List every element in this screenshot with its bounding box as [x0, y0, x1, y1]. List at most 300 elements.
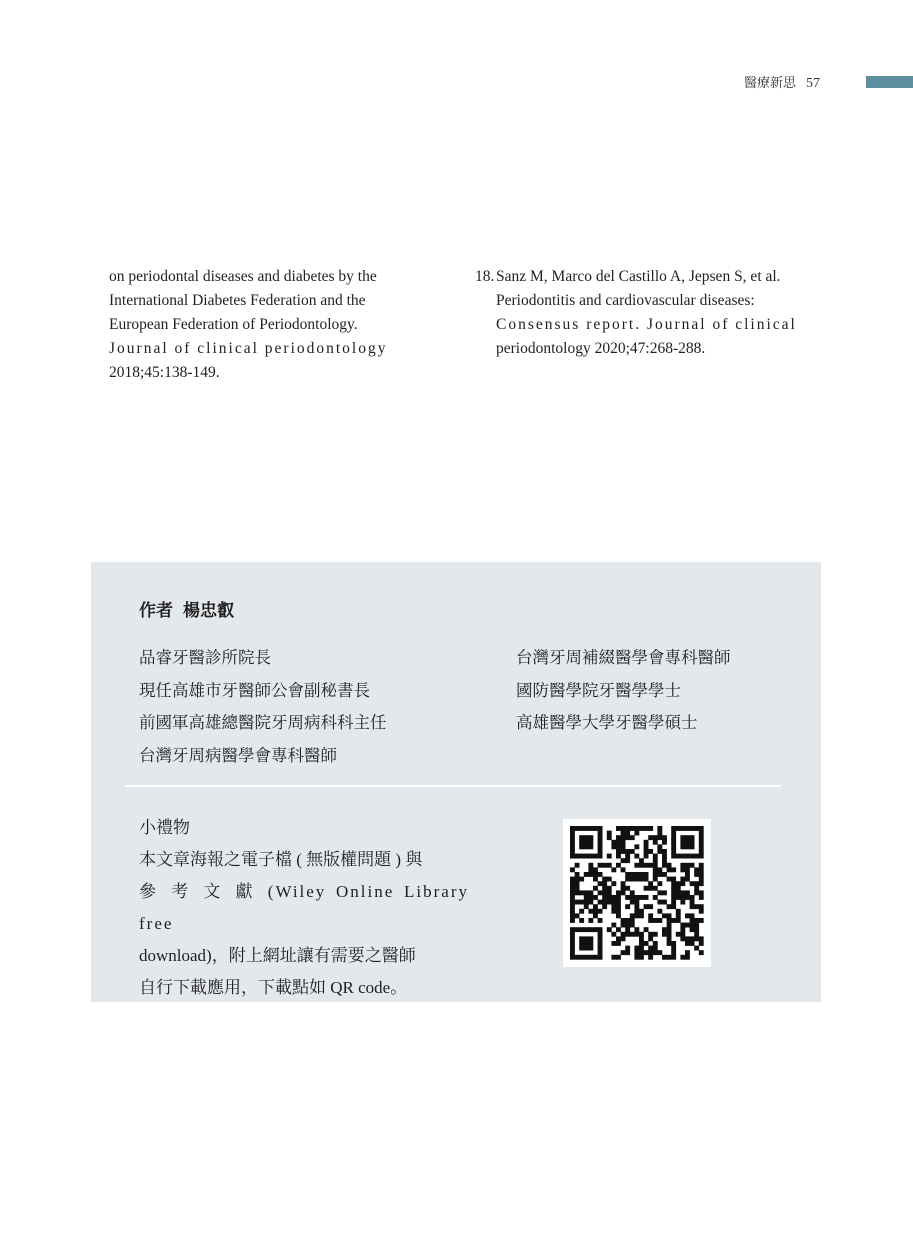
qr-module — [662, 927, 667, 932]
qr-module — [667, 936, 672, 941]
qr-module — [685, 923, 690, 928]
qr-module — [579, 936, 584, 941]
qr-module — [630, 849, 635, 854]
qr-module — [680, 863, 685, 868]
qr-module — [575, 872, 580, 877]
qr-module — [667, 877, 672, 882]
qr-module — [602, 904, 607, 909]
qr-module — [680, 955, 685, 960]
qr-module — [657, 844, 662, 849]
qr-module — [699, 941, 704, 946]
qr-module — [644, 840, 649, 845]
qr-module — [602, 886, 607, 891]
qr-module — [588, 890, 593, 895]
qr-module — [667, 927, 672, 932]
qr-module — [694, 881, 699, 886]
qr-module — [575, 826, 580, 831]
qr-module — [685, 895, 690, 900]
qr-module — [570, 835, 575, 840]
qr-module — [570, 886, 575, 891]
qr-module — [621, 867, 626, 872]
qr-module — [699, 854, 704, 859]
qr-module — [607, 886, 612, 891]
qr-module — [662, 932, 667, 937]
qr-module — [621, 826, 626, 831]
qr-module — [598, 831, 603, 836]
qr-module — [648, 904, 653, 909]
credentials-left — [139, 642, 387, 772]
qr-module — [602, 877, 607, 882]
qr-module — [667, 923, 672, 928]
qr-module — [694, 872, 699, 877]
qr-module — [598, 950, 603, 955]
qr-module — [690, 900, 695, 905]
qr-module — [616, 900, 621, 905]
qr-module — [690, 854, 695, 859]
gift-section — [139, 812, 469, 1004]
qr-module — [570, 826, 575, 831]
qr-module — [625, 831, 630, 836]
qr-module — [634, 904, 639, 909]
qr-module — [685, 955, 690, 960]
qr-module — [676, 890, 681, 895]
qr-module — [588, 867, 593, 872]
qr-module — [676, 895, 681, 900]
qr-module — [671, 918, 676, 923]
qr-module — [602, 863, 607, 868]
qr-module — [570, 900, 575, 905]
qr-module — [598, 863, 603, 868]
qr-module — [690, 904, 695, 909]
qr-module — [662, 858, 667, 863]
qr-module — [630, 923, 635, 928]
qr-module — [699, 909, 704, 914]
credential-item: 台灣牙周病醫學會專科醫師 — [139, 745, 337, 765]
qr-module — [671, 886, 676, 891]
qr-module — [690, 923, 695, 928]
qr-module — [680, 890, 685, 895]
qr-module — [676, 854, 681, 859]
reference-line: Sanz M, Marco del Castillo A, Jepsen S, et al. — [496, 268, 781, 285]
qr-module — [588, 927, 593, 932]
qr-module — [593, 872, 598, 877]
qr-module — [570, 932, 575, 937]
qr-module — [607, 900, 612, 905]
qr-module — [611, 840, 616, 845]
qr-module — [634, 932, 639, 937]
qr-module — [676, 826, 681, 831]
qr-module — [575, 881, 580, 886]
qr-module — [588, 941, 593, 946]
qr-module — [671, 895, 676, 900]
qr-module — [694, 927, 699, 932]
qr-module — [625, 849, 630, 854]
qr-module — [616, 840, 621, 845]
qr-module — [648, 913, 653, 918]
qr-module — [685, 877, 690, 882]
qr-module — [667, 918, 672, 923]
qr-module — [685, 826, 690, 831]
qr-module — [588, 854, 593, 859]
qr-module — [667, 867, 672, 872]
qr-module — [621, 886, 626, 891]
qr-module — [598, 849, 603, 854]
credential-item: 現任高雄市牙醫師公會副秘書長 — [139, 680, 370, 700]
qr-module — [699, 950, 704, 955]
credential-item: 前國軍高雄總醫院牙周病科科主任 — [139, 713, 387, 732]
qr-module — [621, 932, 626, 937]
reference-line: on periodontal diseases and diabetes by the — [109, 268, 377, 285]
qr-module — [570, 849, 575, 854]
qr-module — [625, 923, 630, 928]
qr-module — [598, 844, 603, 849]
gift-line: download)，附上網址讓有需要之醫師 — [139, 946, 416, 965]
qr-module — [570, 927, 575, 932]
qr-module — [616, 890, 621, 895]
qr-module — [639, 863, 644, 868]
qr-module — [694, 932, 699, 937]
qr-module — [634, 877, 639, 882]
qr-module — [685, 844, 690, 849]
qr-module — [602, 900, 607, 905]
qr-module — [630, 895, 635, 900]
qr-module — [690, 840, 695, 845]
qr-module — [584, 900, 589, 905]
qr-module — [579, 918, 584, 923]
qr-module — [579, 835, 584, 840]
qr-module — [588, 918, 593, 923]
qr-module — [657, 890, 662, 895]
qr-module — [699, 831, 704, 836]
qr-module — [667, 941, 672, 946]
reference-line: Journal of clinical periodontology — [109, 340, 388, 357]
qr-module — [625, 858, 630, 863]
qr-module — [598, 918, 603, 923]
qr-module — [625, 835, 630, 840]
qr-module — [584, 946, 589, 951]
section-title: 醫療新思 — [744, 75, 797, 90]
qr-module — [657, 950, 662, 955]
qr-module — [579, 900, 584, 905]
qr-module — [621, 936, 626, 941]
qr-module — [588, 835, 593, 840]
qr-module — [676, 886, 681, 891]
qr-module — [584, 941, 589, 946]
qr-module — [611, 881, 616, 886]
qr-module — [579, 909, 584, 914]
qr-module — [616, 854, 621, 859]
qr-module — [662, 913, 667, 918]
qr-module — [653, 895, 658, 900]
qr-module — [644, 844, 649, 849]
qr-module — [671, 946, 676, 951]
qr-module — [653, 854, 658, 859]
qr-module — [621, 950, 626, 955]
qr-module — [616, 936, 621, 941]
qr-module — [648, 835, 653, 840]
qr-module — [644, 927, 649, 932]
qr-module — [598, 936, 603, 941]
qr-module — [653, 858, 658, 863]
qr-module — [644, 886, 649, 891]
qr-module — [671, 826, 676, 831]
qr-module — [575, 927, 580, 932]
qr-module — [644, 849, 649, 854]
qr-module — [625, 946, 630, 951]
qr-module — [575, 863, 580, 868]
qr-module — [634, 900, 639, 905]
qr-module — [579, 890, 584, 895]
qr-module — [671, 867, 676, 872]
qr-module — [694, 890, 699, 895]
qr-module — [699, 918, 704, 923]
divider — [125, 785, 781, 787]
qr-module — [625, 927, 630, 932]
qr-module — [639, 913, 644, 918]
qr-module — [685, 890, 690, 895]
qr-module — [593, 826, 598, 831]
qr-module — [657, 872, 662, 877]
qr-module — [644, 904, 649, 909]
qr-module — [598, 840, 603, 845]
qr-module — [584, 872, 589, 877]
header-accent-bar — [866, 76, 913, 88]
qr-module — [648, 863, 653, 868]
qr-module — [671, 900, 676, 905]
qr-module — [588, 844, 593, 849]
qr-module — [690, 863, 695, 868]
qr-module — [584, 927, 589, 932]
qr-module — [575, 886, 580, 891]
reference-line: Consensus report. Journal of clinical — [496, 316, 797, 333]
qr-module — [588, 955, 593, 960]
qr-module — [621, 858, 626, 863]
qr-module — [699, 867, 704, 872]
qr-module — [598, 835, 603, 840]
qr-module — [676, 881, 681, 886]
qr-module — [598, 872, 603, 877]
qr-module — [634, 913, 639, 918]
qr-module — [685, 872, 690, 877]
qr-module — [593, 955, 598, 960]
qr-module — [699, 863, 704, 868]
gift-line: 參 考 文 獻 (Wiley Online Library free — [139, 882, 469, 933]
qr-module — [598, 927, 603, 932]
qr-module — [593, 877, 598, 882]
qr-module — [644, 950, 649, 955]
qr-module — [644, 877, 649, 882]
qr-module — [579, 946, 584, 951]
reference-18 — [475, 265, 822, 361]
qr-module — [648, 946, 653, 951]
qr-module — [639, 895, 644, 900]
qr-module — [570, 844, 575, 849]
qr-module — [657, 831, 662, 836]
qr-module — [662, 955, 667, 960]
qr-module — [634, 950, 639, 955]
qr-module — [593, 867, 598, 872]
qr-module — [584, 826, 589, 831]
qr-module — [694, 854, 699, 859]
page-number: 57 — [806, 76, 821, 91]
qr-module — [634, 854, 639, 859]
qr-module — [699, 826, 704, 831]
qr-module — [671, 831, 676, 836]
qr-module — [584, 840, 589, 845]
qr-module — [676, 918, 681, 923]
qr-module — [607, 854, 612, 859]
qr-module — [690, 941, 695, 946]
qr-module — [570, 936, 575, 941]
qr-module — [621, 831, 626, 836]
qr-module — [657, 918, 662, 923]
qr-module — [657, 835, 662, 840]
qr-module — [671, 881, 676, 886]
author-heading — [139, 596, 234, 621]
qr-module — [680, 895, 685, 900]
qr-module — [607, 895, 612, 900]
qr-module — [575, 900, 580, 905]
qr-module — [648, 918, 653, 923]
qr-module — [621, 890, 626, 895]
qr-module — [588, 936, 593, 941]
qr-module — [621, 835, 626, 840]
qr-module — [607, 835, 612, 840]
qr-module — [667, 955, 672, 960]
qr-module — [639, 909, 644, 914]
qr-module — [570, 840, 575, 845]
qr-module — [662, 863, 667, 868]
qr-module — [644, 941, 649, 946]
qr-module — [671, 890, 676, 895]
qr-module — [584, 835, 589, 840]
qr-module — [602, 890, 607, 895]
qr-module — [639, 858, 644, 863]
qr-module — [570, 909, 575, 914]
qr-module — [662, 890, 667, 895]
qr-module — [657, 909, 662, 914]
qr-module — [616, 927, 621, 932]
qr-module — [570, 941, 575, 946]
qr-module — [671, 849, 676, 854]
qr-module — [662, 900, 667, 905]
reference-number: 18. — [475, 268, 495, 285]
reference-line: 2018;45:138-149. — [109, 364, 220, 381]
qr-module — [616, 826, 621, 831]
qr-module — [680, 900, 685, 905]
qr-module — [694, 886, 699, 891]
qr-module — [630, 835, 635, 840]
qr-module — [653, 840, 658, 845]
qr-module — [699, 936, 704, 941]
qr-module — [616, 955, 621, 960]
author-box — [91, 562, 821, 1002]
qr-module — [630, 877, 635, 882]
qr-module — [584, 890, 589, 895]
qr-module — [644, 895, 649, 900]
qr-module — [685, 913, 690, 918]
qr-module — [593, 909, 598, 914]
credential-item: 高雄醫學大學牙醫學碩士 — [516, 713, 698, 732]
qr-code[interactable] — [563, 819, 711, 967]
qr-module — [588, 909, 593, 914]
qr-module — [575, 854, 580, 859]
qr-module — [621, 849, 626, 854]
qr-module — [657, 881, 662, 886]
qr-module — [625, 932, 630, 937]
qr-module — [690, 936, 695, 941]
qr-module — [579, 844, 584, 849]
qr-module — [662, 854, 667, 859]
qr-module — [653, 946, 658, 951]
qr-module — [598, 826, 603, 831]
qr-module — [653, 918, 658, 923]
credential-item: 台灣牙周補綴醫學會專科醫師 — [516, 648, 731, 667]
qr-module — [598, 955, 603, 960]
qr-module — [690, 927, 695, 932]
qr-module — [690, 913, 695, 918]
qr-module — [570, 918, 575, 923]
qr-module — [602, 895, 607, 900]
qr-module — [671, 877, 676, 882]
qr-module — [653, 863, 658, 868]
qr-module — [680, 840, 685, 845]
gift-line: 本文章海報之電子檔 ( 無版權問題 ) 與 — [139, 850, 423, 869]
qr-module — [616, 863, 621, 868]
qr-module — [579, 854, 584, 859]
qr-module — [611, 932, 616, 937]
qr-module — [685, 936, 690, 941]
author-name: 楊忠叡 — [183, 601, 234, 621]
qr-module — [634, 946, 639, 951]
qr-module — [607, 877, 612, 882]
qr-module — [570, 904, 575, 909]
qr-module — [584, 895, 589, 900]
qr-module — [625, 872, 630, 877]
qr-module — [593, 854, 598, 859]
reference-line: International Diabetes Federation and the — [109, 292, 366, 309]
qr-module — [593, 913, 598, 918]
reference-line: European Federation of Periodontology. — [109, 316, 358, 333]
qr-module — [667, 863, 672, 868]
qr-module — [634, 909, 639, 914]
qr-module — [598, 881, 603, 886]
qr-module — [634, 927, 639, 932]
qr-module — [584, 904, 589, 909]
qr-module — [662, 835, 667, 840]
qr-module — [699, 844, 704, 849]
reference-continuation — [109, 265, 435, 385]
credentials-right — [516, 642, 731, 740]
qr-module — [570, 895, 575, 900]
qr-module — [644, 863, 649, 868]
qr-module — [680, 826, 685, 831]
qr-module — [579, 877, 584, 882]
qr-module — [598, 890, 603, 895]
qr-module — [648, 849, 653, 854]
qr-module — [639, 932, 644, 937]
qr-module — [584, 936, 589, 941]
qr-module — [634, 863, 639, 868]
qr-module — [648, 826, 653, 831]
qr-module — [644, 872, 649, 877]
qr-module — [593, 927, 598, 932]
qr-module — [607, 831, 612, 836]
qr-module — [625, 854, 630, 859]
qr-module — [621, 844, 626, 849]
qr-module — [611, 844, 616, 849]
qr-module — [690, 844, 695, 849]
